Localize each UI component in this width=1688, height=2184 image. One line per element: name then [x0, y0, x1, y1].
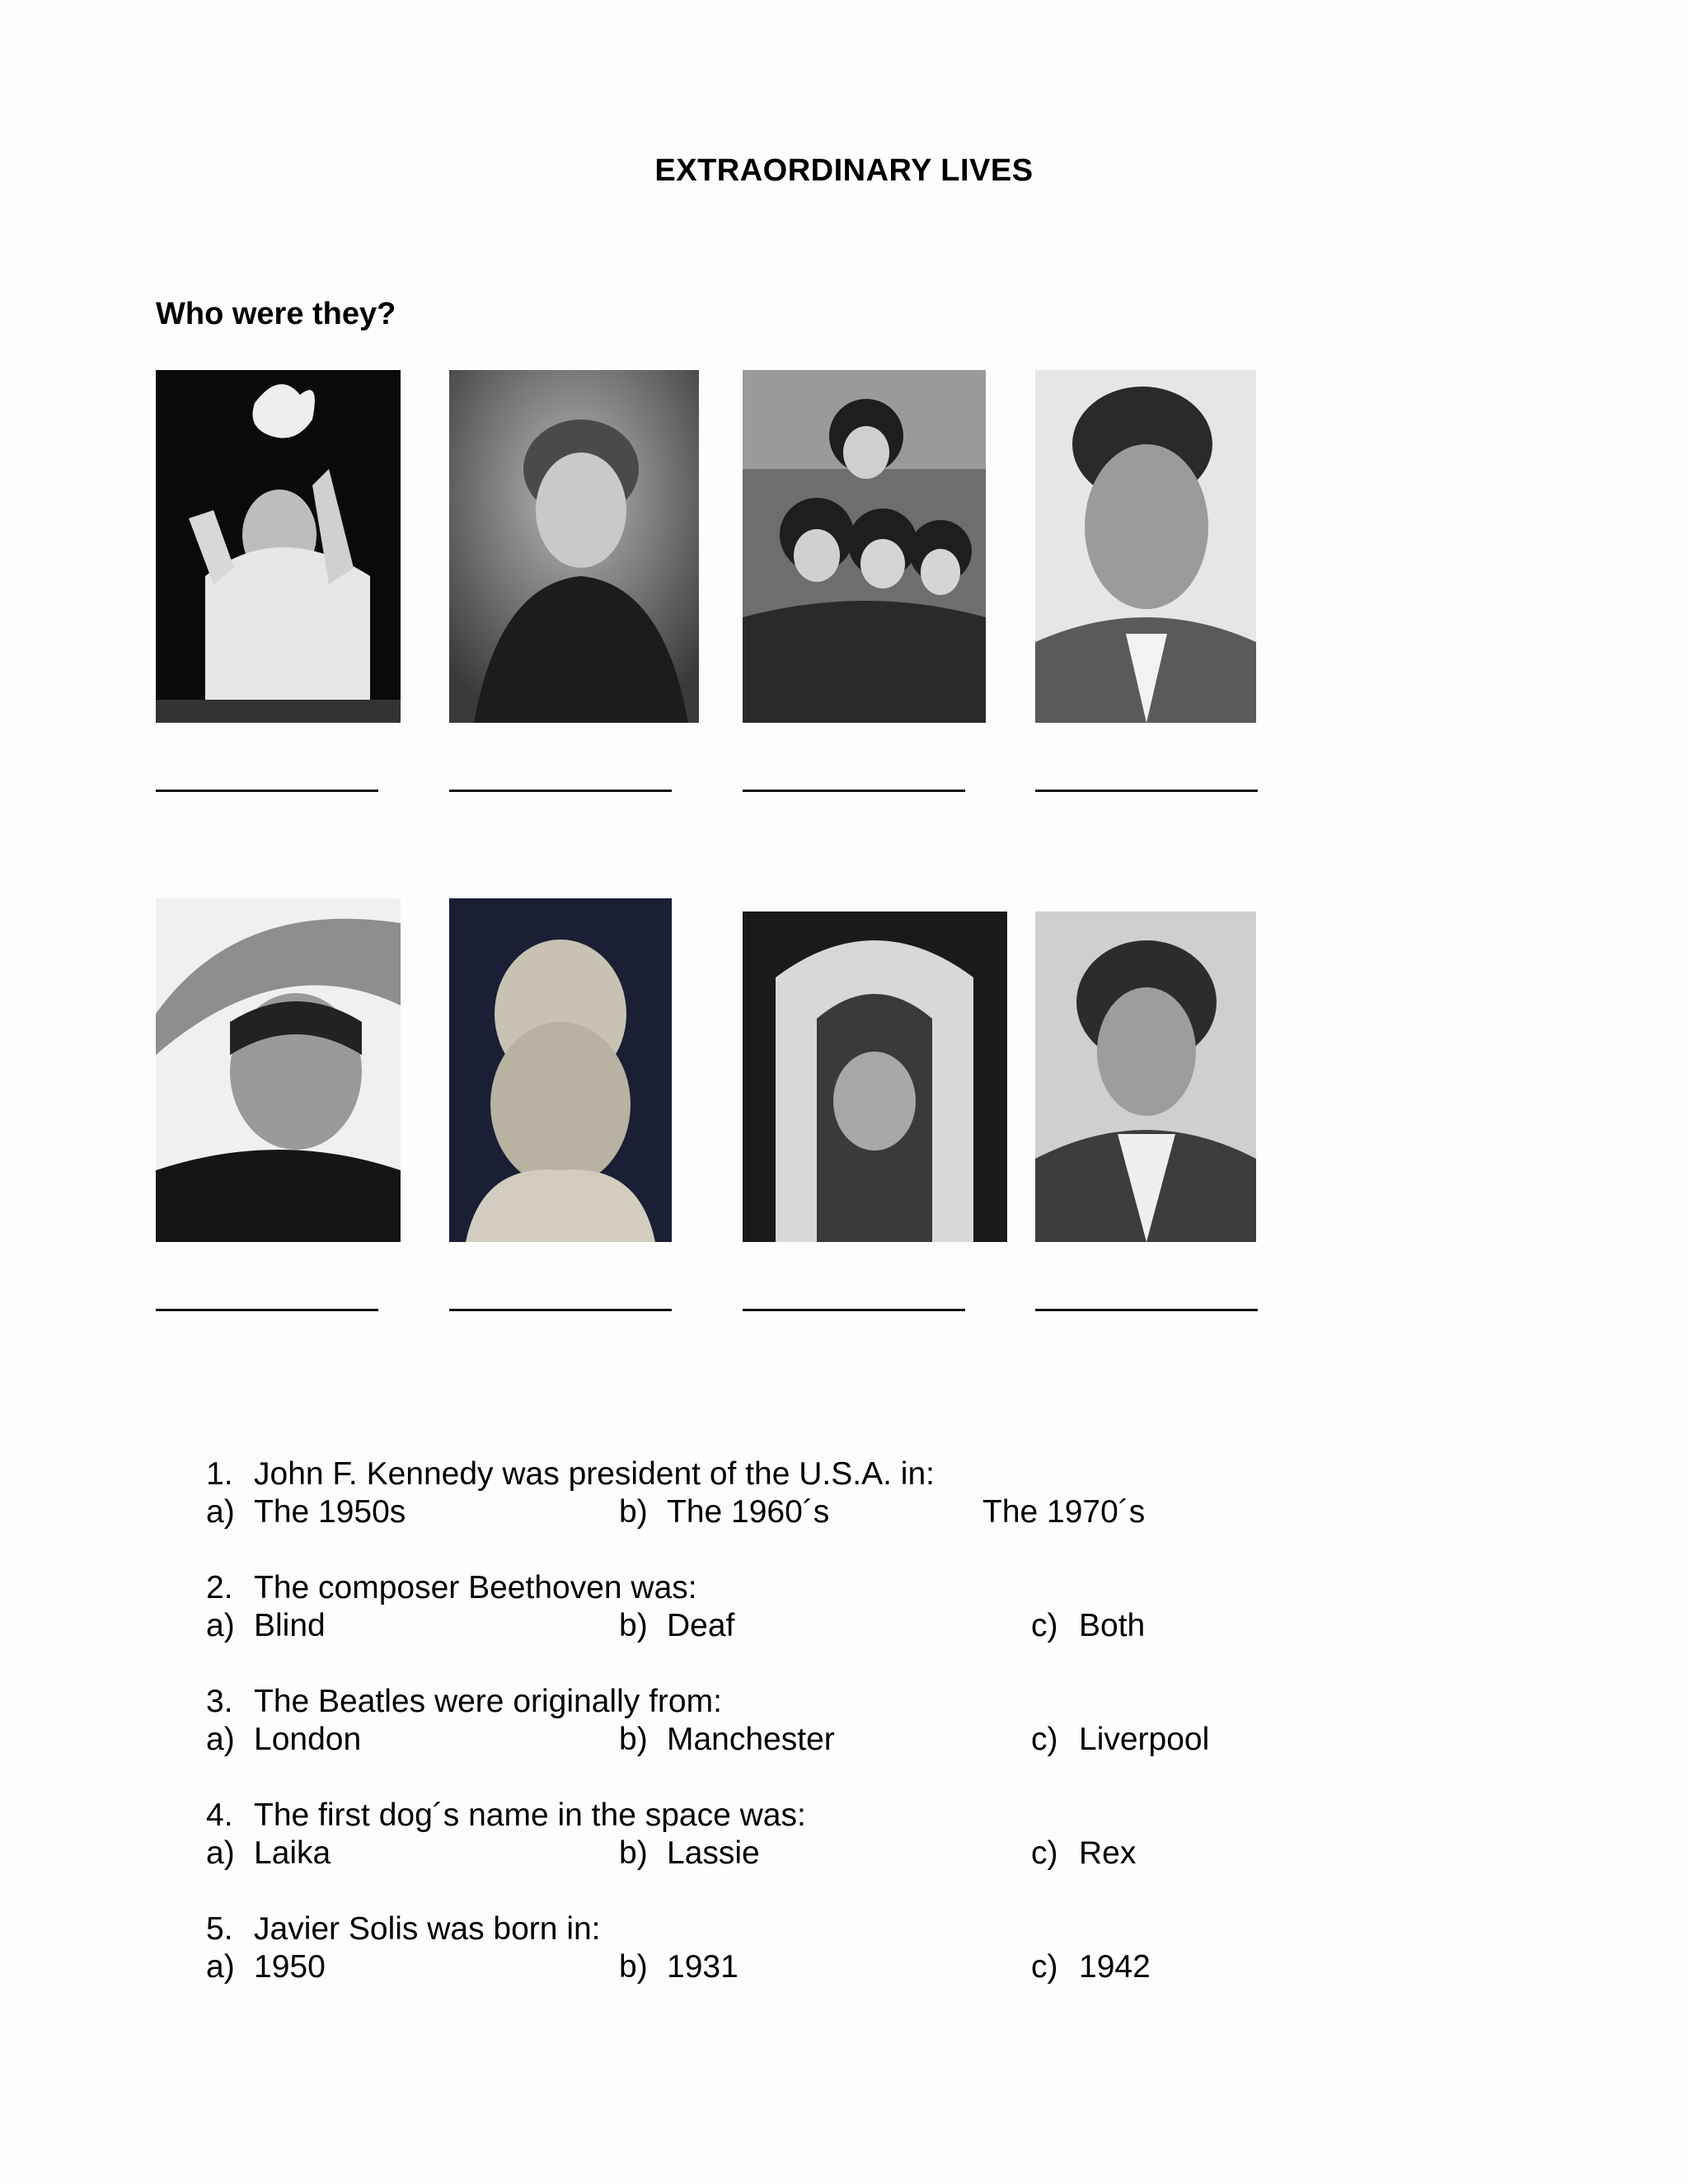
answer-line[interactable]: [743, 1309, 965, 1311]
section-heading: Who were they?: [156, 297, 396, 331]
option-c[interactable]: [982, 1493, 1145, 1531]
question-2: [206, 1569, 697, 1607]
photo-singer-in-sombrero: [156, 898, 401, 1242]
option-letter: b): [619, 1608, 648, 1643]
option-b[interactable]: [619, 1948, 738, 1986]
option-letter: c): [1031, 1722, 1058, 1757]
option-c[interactable]: [1031, 1948, 1151, 1986]
answer-line[interactable]: [156, 790, 378, 792]
option-a[interactable]: [206, 1721, 361, 1759]
question-4: [206, 1797, 806, 1835]
photo-pope-with-dove: [156, 370, 401, 723]
question-1: [206, 1455, 935, 1493]
question-text: John F. Kennedy was president of the U.S.A. in:: [254, 1456, 935, 1492]
option-text: Liverpool: [1079, 1722, 1210, 1757]
option-letter: b): [619, 1494, 648, 1530]
option-letter: a): [206, 1835, 235, 1871]
answer-line[interactable]: [1035, 790, 1258, 792]
option-text: Lassie: [667, 1835, 760, 1871]
photo-philosopher-bust: [449, 898, 672, 1242]
answer-line[interactable]: [449, 1309, 672, 1311]
photo-dog-in-capsule: [743, 912, 1007, 1242]
option-letter: c): [1031, 1608, 1058, 1643]
option-letter: b): [619, 1835, 648, 1871]
option-text: London: [254, 1722, 362, 1757]
option-text: The 1970´s: [982, 1494, 1146, 1530]
option-b[interactable]: [619, 1835, 760, 1872]
photo-woman-portrait: [449, 370, 699, 723]
option-a[interactable]: [206, 1948, 326, 1986]
question-number: 3.: [206, 1684, 233, 1719]
option-letter: a): [206, 1949, 235, 1985]
question-number: 4.: [206, 1797, 233, 1833]
option-b[interactable]: [619, 1493, 829, 1531]
option-text: Laika: [254, 1835, 331, 1871]
option-text: Blind: [254, 1608, 326, 1643]
option-letter: b): [619, 1949, 648, 1985]
option-letter: c): [1031, 1835, 1058, 1871]
option-a[interactable]: [206, 1835, 331, 1872]
question-number: 2.: [206, 1570, 233, 1605]
answer-line[interactable]: [743, 790, 965, 792]
answer-line[interactable]: [156, 1309, 378, 1311]
question-text: The Beatles were originally from:: [254, 1684, 722, 1719]
option-text: Both: [1079, 1608, 1146, 1643]
photo-composer-portrait: [1035, 912, 1256, 1242]
photo-president-portrait: [1035, 370, 1256, 723]
option-c[interactable]: [1031, 1607, 1145, 1645]
option-text: The 1950s: [254, 1494, 406, 1530]
option-text: 1942: [1079, 1949, 1151, 1985]
option-text: Deaf: [667, 1608, 735, 1643]
option-c[interactable]: [1031, 1835, 1136, 1872]
option-letter: b): [619, 1722, 648, 1757]
answer-line[interactable]: [449, 790, 672, 792]
photo-band-group: [743, 370, 986, 723]
page-title: EXTRAORDINARY LIVES: [654, 153, 1034, 188]
option-a[interactable]: [206, 1493, 406, 1531]
option-text: Rex: [1079, 1835, 1137, 1871]
question-number: 1.: [206, 1456, 233, 1492]
question-number: 5.: [206, 1911, 233, 1947]
option-c[interactable]: [1031, 1721, 1209, 1759]
option-text: 1931: [667, 1949, 738, 1985]
question-text: Javier Solis was born in:: [254, 1911, 601, 1947]
option-a[interactable]: [206, 1607, 326, 1645]
answer-line[interactable]: [1035, 1309, 1258, 1311]
question-5: [206, 1910, 601, 1948]
option-b[interactable]: [619, 1607, 734, 1645]
option-letter: a): [206, 1494, 235, 1530]
option-letter: a): [206, 1608, 235, 1643]
option-text: Manchester: [667, 1722, 835, 1757]
option-text: 1950: [254, 1949, 326, 1985]
option-letter: a): [206, 1722, 235, 1757]
option-letter: c): [1031, 1949, 1058, 1985]
question-text: The first dog´s name in the space was:: [254, 1797, 806, 1833]
option-text: The 1960´s: [667, 1494, 830, 1530]
option-b[interactable]: [619, 1721, 835, 1759]
question-3: [206, 1683, 722, 1721]
question-text: The composer Beethoven was:: [254, 1570, 697, 1605]
